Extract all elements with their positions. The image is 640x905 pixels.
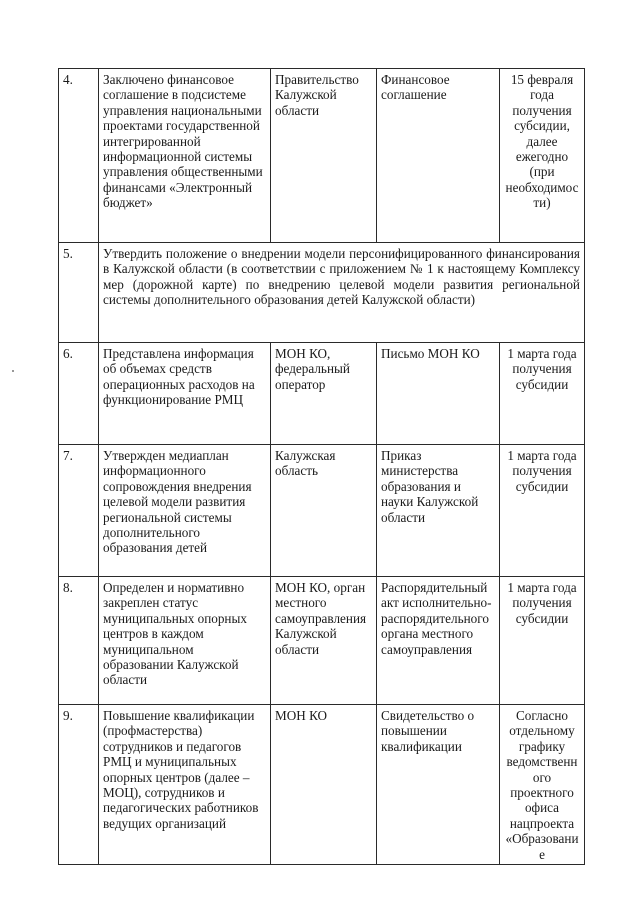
- row-number: 8.: [59, 577, 99, 705]
- measure-text: Утвержден медиаплан информационного сопровождения внедрения целевой модели развития региональной системы дополнительного образования детей: [99, 445, 271, 577]
- responsible-cell: МОН КО: [271, 705, 377, 865]
- deadline-cell: 15 февраля года получения субсидии, далее ежегодно (при необходимости): [500, 69, 585, 243]
- responsible-cell: Правительство Калужской области: [271, 69, 377, 243]
- measure-text: Повышение квалификации (профмастерства) сотрудников и педагогов РМЦ и муниципальных опорных центров (далее – МОЦ), сотрудников и педагогических работников ведущих организаций: [99, 705, 271, 865]
- responsible-cell: Калужская область: [271, 445, 377, 577]
- deadline-cell: Согласно отдельному графику ведомственного проектного офиса нацпроекта «Образование: [500, 705, 585, 865]
- roadmap-table: [58, 68, 585, 865]
- document-cell: Распорядительный акт исполнительно-распорядительного органа местного самоуправления: [377, 577, 500, 705]
- responsible-cell: МОН КО, орган местного самоуправления Калужской области: [271, 577, 377, 705]
- measure-text: Представлена информация об объемах средств операционных расходов на функционирование РМЦ: [99, 343, 271, 445]
- row-number: 5.: [59, 243, 99, 343]
- document-cell: Свидетельство о повышении квалификации: [377, 705, 500, 865]
- deadline-cell: 1 марта года получения субсидии: [500, 577, 585, 705]
- table-row: [59, 577, 585, 705]
- responsible-cell: МОН КО, федеральный оператор: [271, 343, 377, 445]
- table-row: [59, 343, 585, 445]
- document-cell: Письмо МОН КО: [377, 343, 500, 445]
- deadline-cell: 1 марта года получения субсидии: [500, 343, 585, 445]
- measure-text: Определен и нормативно закреплен статус муниципальных опорных центров в каждом муниципальном образовании Калужской области: [99, 577, 271, 705]
- document-cell: Финансовое соглашение: [377, 69, 500, 243]
- row-number: 7.: [59, 445, 99, 577]
- row-number: 4.: [59, 69, 99, 243]
- table-row: [59, 445, 585, 577]
- table-row: [59, 705, 585, 865]
- deadline-cell: 1 марта года получения субсидии: [500, 445, 585, 577]
- document-cell: Приказ министерства образования и науки Калужской области: [377, 445, 500, 577]
- measure-text: Заключено финансовое соглашение в подсистеме управления национальными проектами государственной интегрированной информационной системы управления общественными финансами «Электронный бюджет»: [99, 69, 271, 243]
- table-row: [59, 243, 585, 343]
- row-number: 9.: [59, 705, 99, 865]
- row-number: 6.: [59, 343, 99, 445]
- scan-speck: [12, 370, 14, 372]
- measure-text: Утвердить положение о внедрении модели персонифицированного финансирования в Калужской области (в соответствии с приложением № 1 к настоящему Комплексу мер (дорожной карте) по внедрению целевой модели развития региональной системы дополнительного образования детей Калужской области): [99, 243, 585, 343]
- table-row: [59, 69, 585, 243]
